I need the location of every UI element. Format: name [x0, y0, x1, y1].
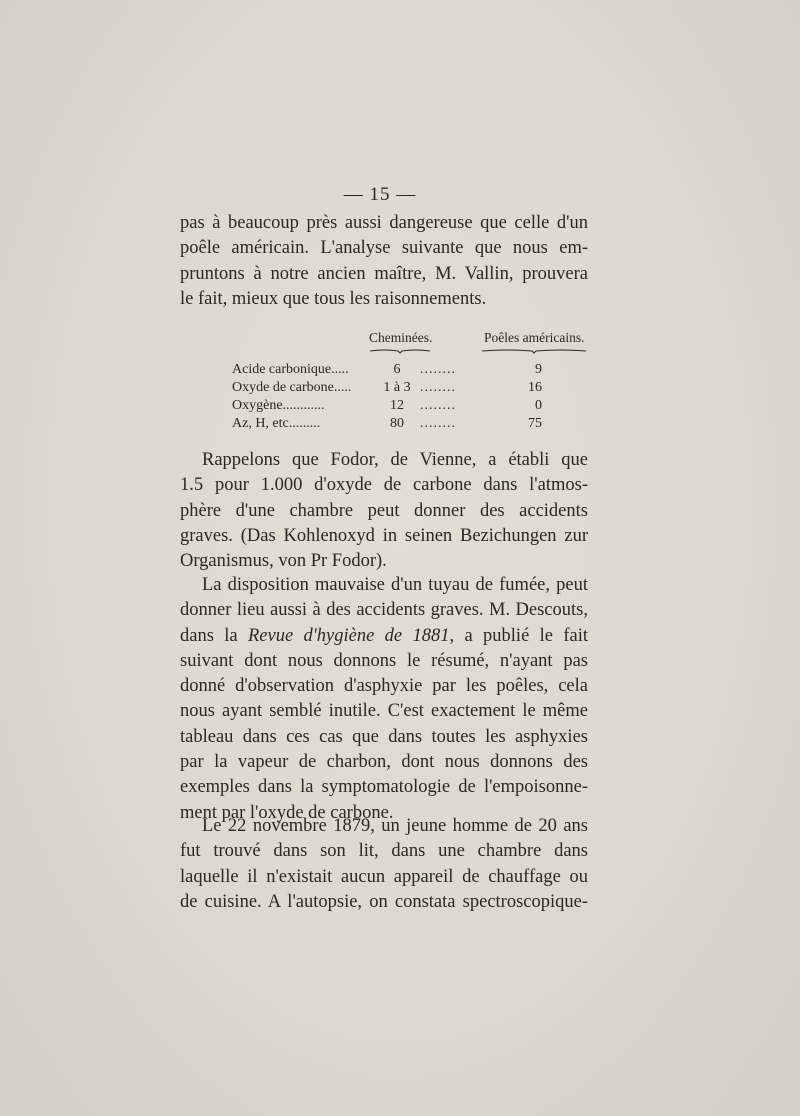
text-line: de cuisine. A l'autopsie, on constata spectroscopique- [180, 891, 588, 912]
text-line: graves. (Das Kohlenoxyd in seinen Bezichungen zur [180, 525, 588, 546]
text-line: Le 22 novembre 1879, un jeune homme de 20 ans [202, 816, 588, 836]
text-line: 1.5 pour 1.000 d'oxyde de carbone dans l'atmos- [180, 475, 588, 496]
text-fragment: dans la [180, 625, 238, 646]
leader-dots: ........ [420, 416, 456, 431]
paragraph-fodor [180, 448, 588, 574]
text-line: fut trouvé dans son lit, dans une chambre dans [180, 841, 588, 862]
text-line [180, 624, 588, 649]
page-number: — 15 — [343, 184, 417, 205]
leader-dots: ........ [420, 380, 456, 395]
row-label: Acide carbonique..... [232, 362, 349, 377]
column-header-cheminees: Cheminées. [369, 330, 433, 345]
text-line: exemples dans la symptomatologie de l'empoisonne- [180, 777, 588, 798]
text-line: Rappelons que Fodor, de Vienne, a établi que [202, 450, 588, 470]
text-line: donné d'observation d'asphyxie par les poêles, cela [180, 676, 588, 697]
paragraph-case-1879 [180, 814, 588, 915]
column-header-poeles: Poêles américains. [484, 330, 585, 345]
cheminees-value: 80 [390, 416, 404, 431]
cheminees-value: 1 à 3 [383, 380, 411, 395]
text-line: ment par l'oxyde de carbone. [180, 802, 394, 823]
row-label: Oxyde de carbone..... [232, 380, 352, 395]
text-line: laquelle il n'existait aucun appareil de chauffage ou [180, 866, 588, 887]
cheminees-value: 6 [393, 362, 401, 377]
text-line: nous ayant semblé inutile. C'est exactement le même [180, 701, 588, 722]
poeles-value: 75 [528, 416, 542, 431]
brace-icon [482, 348, 586, 354]
leader-dots: ........ [420, 362, 456, 377]
text-line: poêle américain. L'analyse suivante que nous em- [180, 238, 588, 259]
leader-dots: ........ [420, 398, 456, 413]
text-fragment: a publié le fait [464, 625, 589, 646]
poeles-value: 9 [535, 362, 542, 377]
text-line: pas à beaucoup près aussi dangereuse que celle d'un [180, 213, 588, 233]
table-row [232, 416, 592, 434]
table-row [232, 398, 592, 416]
paragraph-intro [180, 211, 588, 312]
text-line: le fait, mieux que tous les raisonnements. [180, 288, 487, 309]
text-line: La disposition mauvaise d'un tuyau de fumée, peut [202, 575, 588, 595]
text-line: par la vapeur de charbon, dont nous donnons des [180, 752, 588, 773]
table-row [232, 362, 592, 380]
text-line: Organismus, von Pr Fodor). [180, 551, 387, 572]
table-row [232, 380, 592, 398]
row-label: Oxygène............ [232, 398, 325, 413]
poeles-value: 0 [535, 398, 542, 413]
paragraph-descouts [180, 573, 588, 826]
row-label: Az, H, etc......... [232, 416, 321, 431]
poeles-value: 16 [528, 380, 542, 395]
journal-title: Revue d'hygiène de 1881, [248, 625, 455, 646]
text-line: phère d'une chambre peut donner des accidents [180, 500, 588, 521]
text-line: donner lieu aussi à des accidents graves. M. Descouts, [180, 600, 588, 621]
brace-icon [370, 348, 430, 354]
text-line: pruntons à notre ancien maître, M. Vallin, prouvera [180, 263, 588, 284]
text-line: suivant dont nous donnons le résumé, n'ayant pas [180, 650, 588, 671]
text-line: tableau dans ces cas que dans toutes les asphyxies [180, 726, 588, 747]
cheminees-value: 12 [390, 398, 404, 413]
